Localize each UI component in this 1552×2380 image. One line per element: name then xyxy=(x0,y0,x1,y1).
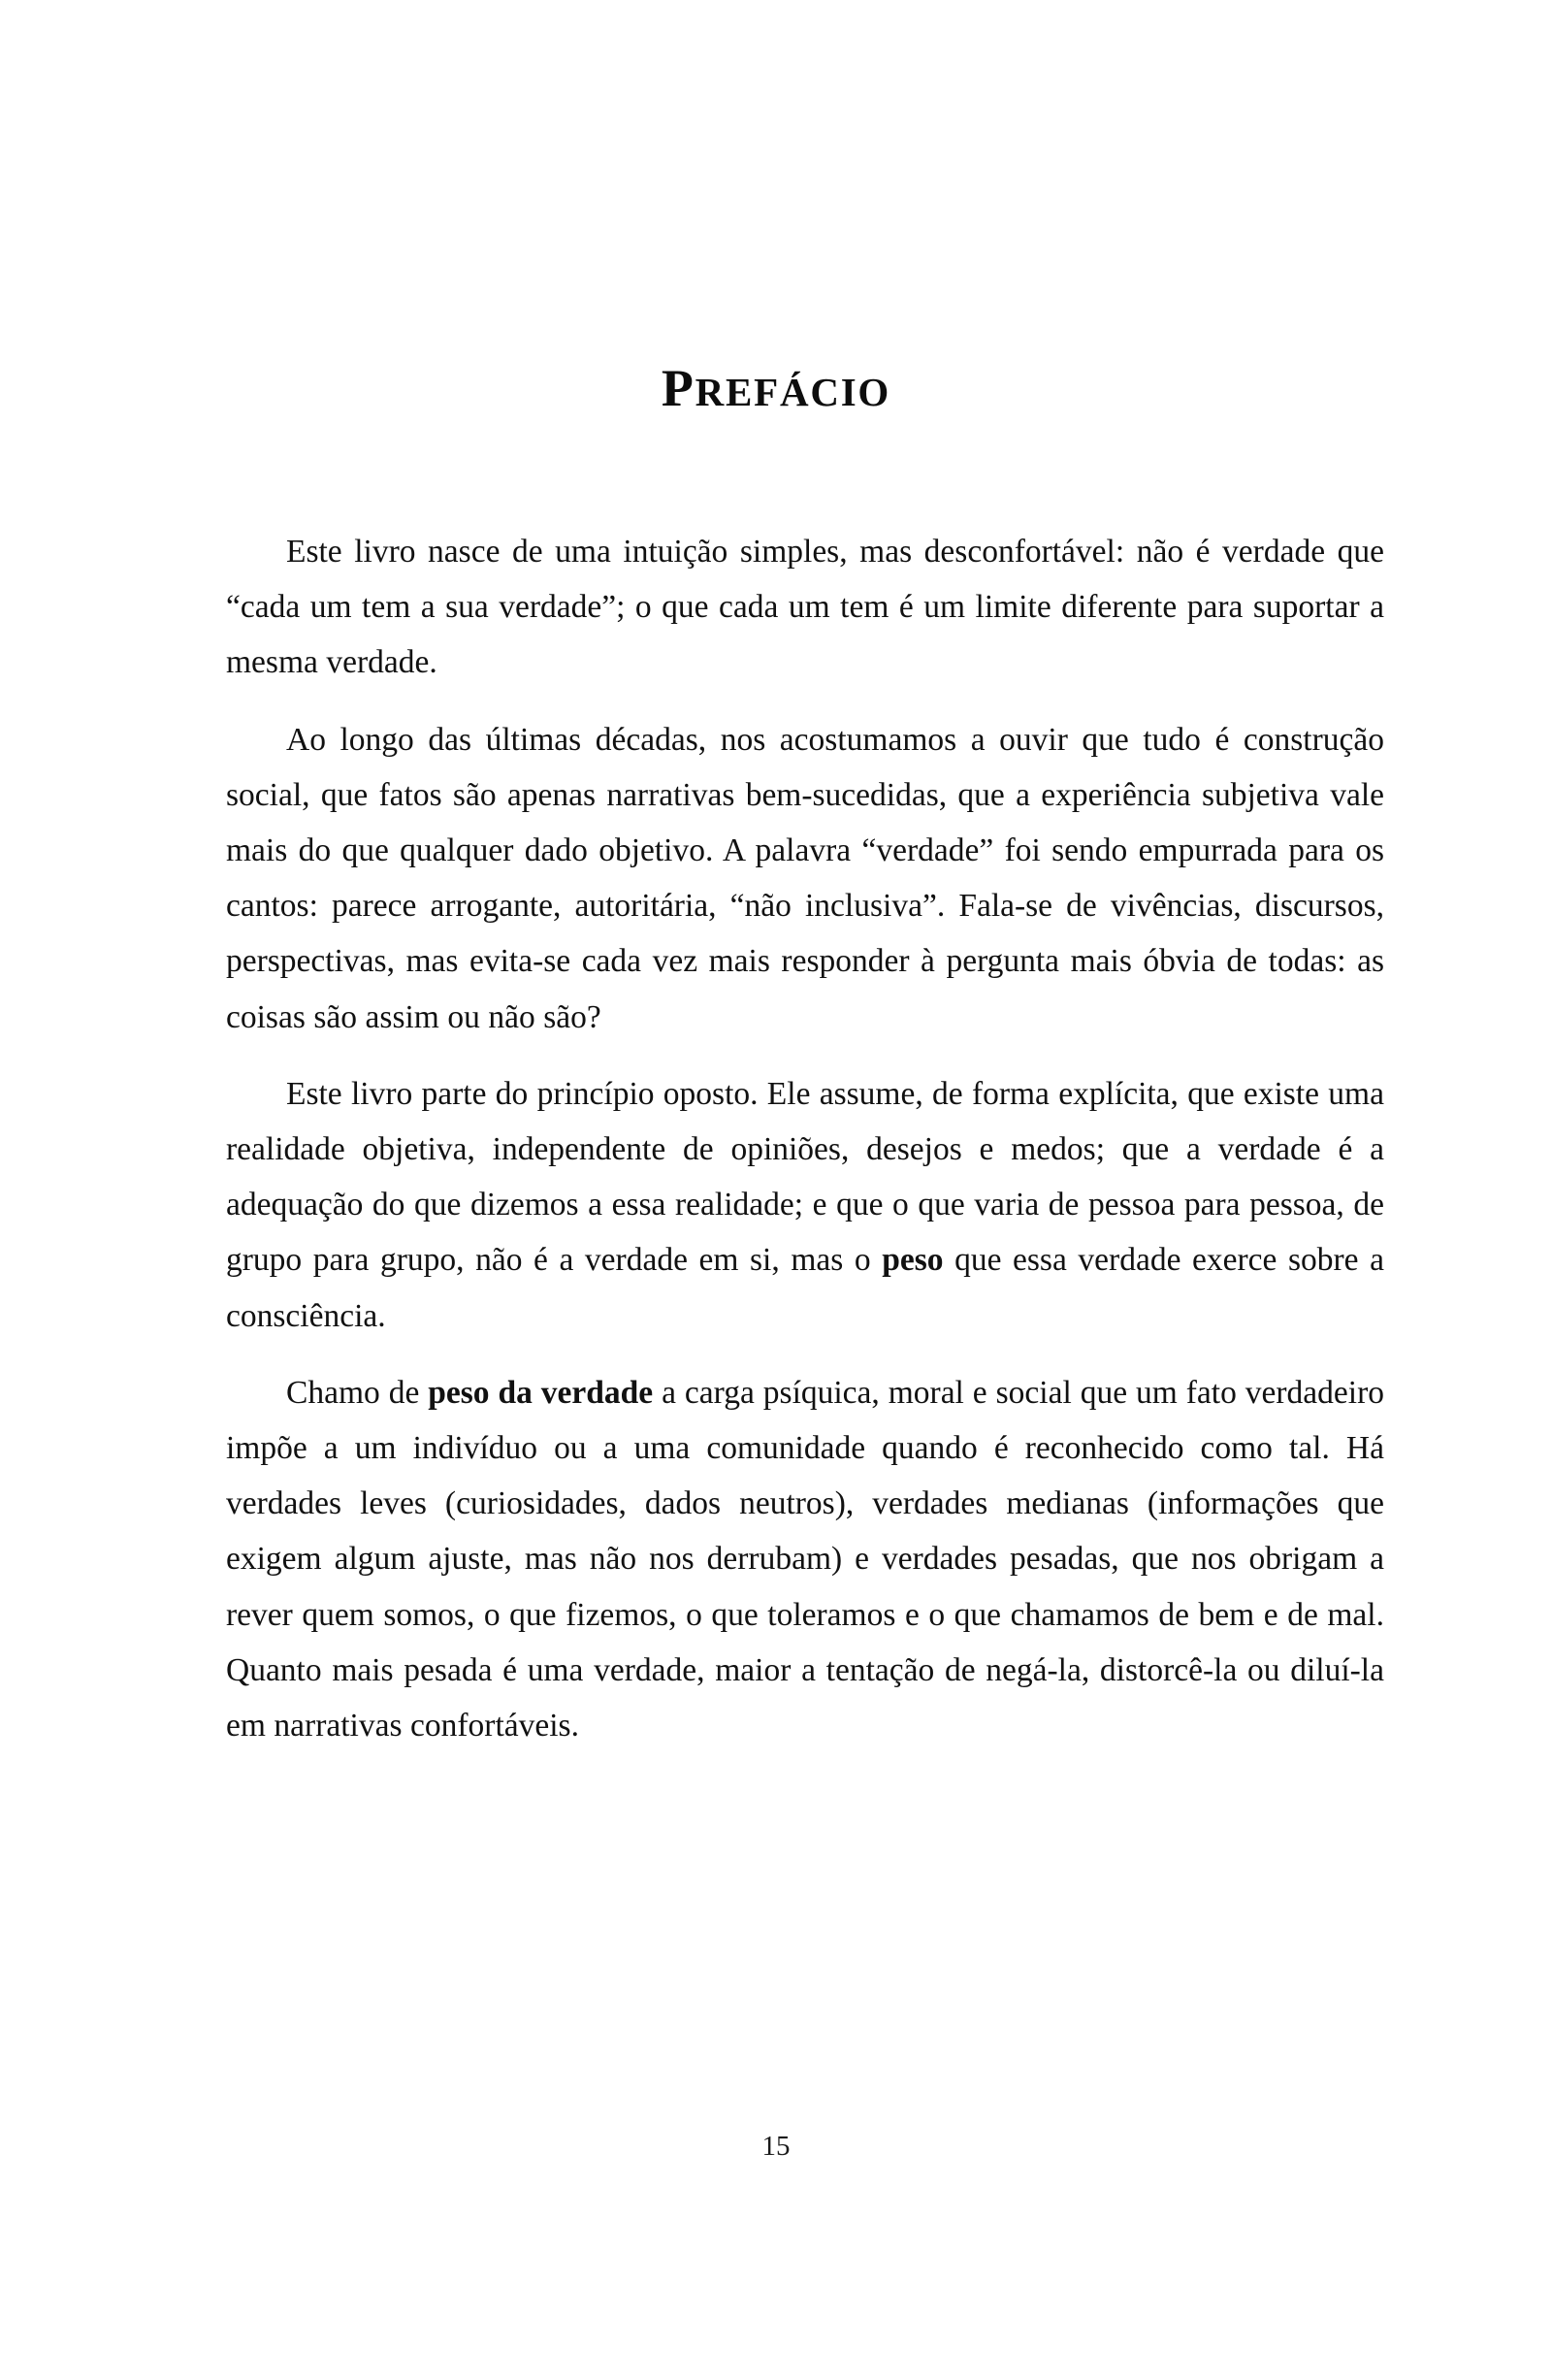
page-number: 15 xyxy=(761,2131,791,2162)
emphasis-term: peso da verdade xyxy=(428,1374,654,1411)
paragraph: Ao longo das últimas décadas, nos acostumamos a ouvir que tudo é construção social, que fatos são apenas narrativas bem-sucedidas, que a experiência subjetiva vale mais do que qualquer dado objetivo. A palavra “verdade” foi sendo empurrada para os cantos: parece arrogante, autoritária, “não inclusiva”. Fala-se de vivências, discursos, perspectivas, mas evita-se cada vez mais responder à pergunta mais óbvia de todas: as coisas são assim ou não são? xyxy=(226,721,1384,1035)
chapter-title-initial: P xyxy=(661,359,695,418)
paragraph: Este livro nasce de uma intuição simples, mas desconfortável: não é verdade que “cada um tem a sua verdade”; o que cada um tem é um limite diferente para suportar a mesma verdade. xyxy=(226,534,1384,681)
paragraph: Este livro parte do princípio oposto. Ele assume, de forma explícita, que existe uma realidade objetiva, independente de opiniões, desejos e medos; que a verdade é a adequação do que dizemos a essa realidade; e que o que varia de pessoa para pessoa, de grupo para grupo, não é a verdade em si, mas o peso que essa verdade exerce sobre a consciência. xyxy=(226,1075,1384,1334)
body-text xyxy=(226,524,1384,1753)
paragraph: Chamo de peso da verdade a carga psíquica, moral e social que um fato verdadeiro impõe a um indivíduo ou a uma comunidade quando é reconhecido como tal. Há verdades leves (curiosidades, dados neutros), verdades medianas (informações que exigem algum ajuste, mas não nos derrubam) e verdades pesadas, que nos obrigam a rever quem somos, o que fizemos, o que toleramos e o que chamamos de bem e de mal. Quanto mais pesada é uma verdade, maior a tentação de negá-la, distorcê-la ou diluí-la em narrativas confortáveis. xyxy=(226,1374,1384,1744)
emphasis-term: peso xyxy=(882,1242,944,1279)
page-title xyxy=(0,359,1552,418)
chapter-title-rest: REFÁCIO xyxy=(695,370,891,415)
